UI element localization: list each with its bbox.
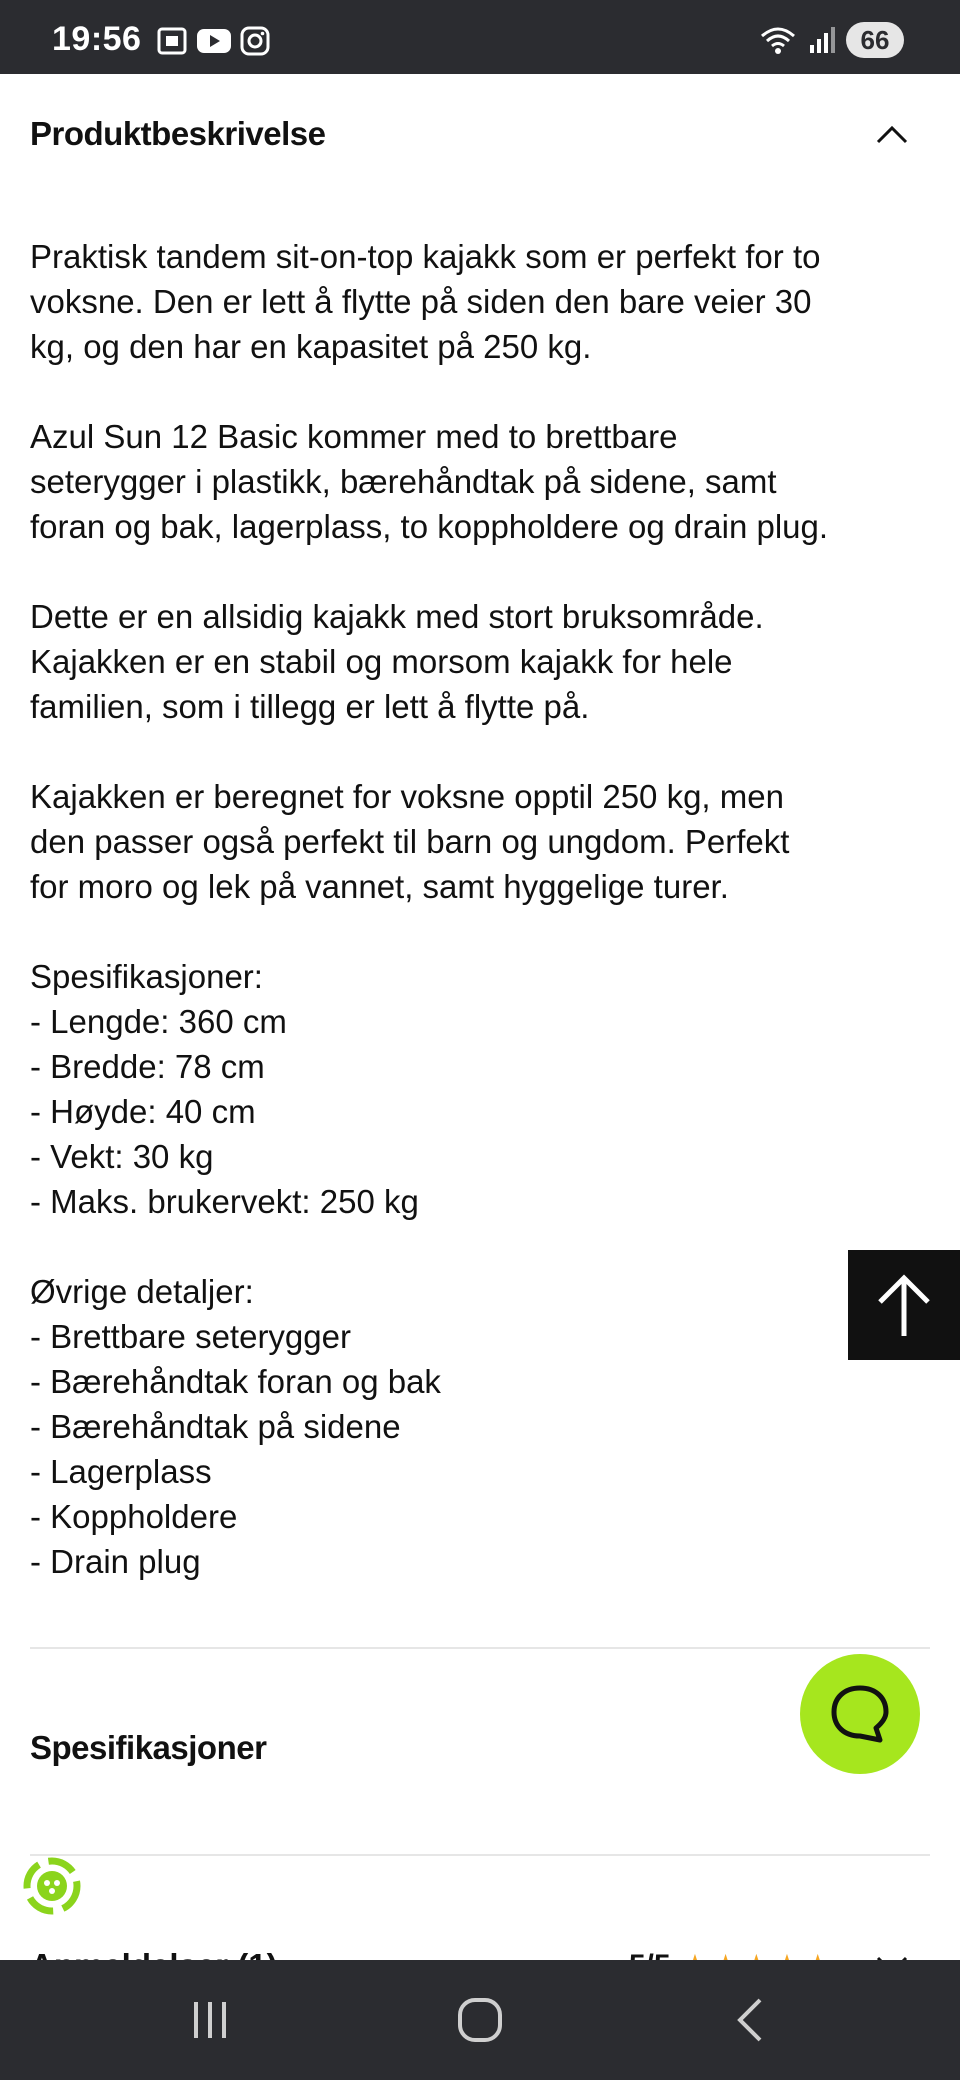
- description-paragraph: [30, 414, 930, 549]
- signal-icon: [808, 25, 836, 55]
- description-line: den passer også perfekt til barn og ungdom. Perfekt: [30, 823, 790, 860]
- accordion-header-description[interactable]: [30, 74, 930, 194]
- specs-list: [30, 954, 930, 1224]
- description-line: seterygger i plastikk, bærehåndtak på sidene, samt: [30, 463, 777, 500]
- description-line: Kajakken er beregnet for voksne opptil 250 kg, men: [30, 778, 784, 815]
- description-paragraph: [30, 234, 930, 369]
- description-line: kg, og den har en kapasitet på 250 kg.: [30, 328, 592, 365]
- system-navigation-bar: [0, 1960, 960, 2080]
- detail-item: - Lagerplass: [30, 1453, 212, 1490]
- description-line: Dette er en allsidig kajakk med stort bruksområde.: [30, 598, 764, 635]
- spec-item: - Maks. brukervekt: 250 kg: [30, 1183, 419, 1220]
- instagram-icon: [240, 26, 270, 56]
- wifi-icon: [758, 24, 798, 56]
- description-line: for moro og lek på vannet, samt hyggelige turer.: [30, 868, 729, 905]
- back-icon: [730, 1996, 770, 2044]
- recycle-badge-icon[interactable]: [18, 1852, 86, 1920]
- description-line: Azul Sun 12 Basic kommer med to brettbare: [30, 418, 678, 455]
- spec-item: - Vekt: 30 kg: [30, 1138, 214, 1175]
- description-line: familien, som i tillegg er lett å flytte på.: [30, 688, 590, 725]
- home-button[interactable]: [440, 1990, 520, 2050]
- description-section-title: Produktbeskrivelse: [30, 115, 326, 152]
- specs-section-title: Spesifikasjoner: [30, 1729, 267, 1766]
- detail-item: - Drain plug: [30, 1543, 201, 1580]
- spec-item: - Bredde: 78 cm: [30, 1048, 265, 1085]
- description-line: foran og bak, lagerplass, to koppholdere og drain plug.: [30, 508, 829, 545]
- details-list: [30, 1269, 930, 1584]
- description-line: voksne. Den er lett å flytte på siden den bare veier 30: [30, 283, 812, 320]
- back-button[interactable]: [710, 1990, 790, 2050]
- section-divider: [30, 1647, 930, 1649]
- detail-item: - Bærehåndtak på sidene: [30, 1408, 401, 1445]
- back-to-top-button[interactable]: [848, 1250, 960, 1360]
- spec-item: - Lengde: 360 cm: [30, 1003, 287, 1040]
- details-heading: Øvrige detaljer:: [30, 1273, 254, 1310]
- detail-item: - Koppholdere: [30, 1498, 238, 1535]
- spec-item: - Høyde: 40 cm: [30, 1093, 256, 1130]
- home-icon: [456, 1996, 504, 2044]
- description-paragraph: [30, 594, 930, 729]
- chat-bubble-icon: [828, 1682, 892, 1746]
- description-line: Praktisk tandem sit-on-top kajakk som er perfekt for to: [30, 238, 821, 275]
- screenshot-icon: [156, 26, 188, 56]
- chat-button[interactable]: [800, 1654, 920, 1774]
- chevron-up-icon[interactable]: [874, 122, 910, 146]
- youtube-icon: [196, 27, 232, 55]
- status-time: 19:56: [52, 20, 142, 58]
- recent-apps-icon: [188, 1998, 232, 2042]
- status-right-icons: [758, 22, 904, 58]
- description-line: Kajakken er en stabil og morsom kajakk for hele: [30, 643, 733, 680]
- accordion-header-specs[interactable]: [30, 1688, 930, 1808]
- status-bar: [0, 0, 960, 74]
- status-left-icons: [156, 26, 270, 56]
- product-description: [30, 234, 930, 1584]
- detail-item: - Bærehåndtak foran og bak: [30, 1363, 441, 1400]
- section-divider: [30, 1854, 930, 1856]
- detail-item: - Brettbare seterygger: [30, 1318, 351, 1355]
- description-paragraph: [30, 774, 930, 909]
- arrow-up-icon: [874, 1270, 934, 1340]
- battery-indicator: 66: [846, 22, 904, 58]
- recent-apps-button[interactable]: [170, 1990, 250, 2050]
- specs-heading: Spesifikasjoner:: [30, 958, 263, 995]
